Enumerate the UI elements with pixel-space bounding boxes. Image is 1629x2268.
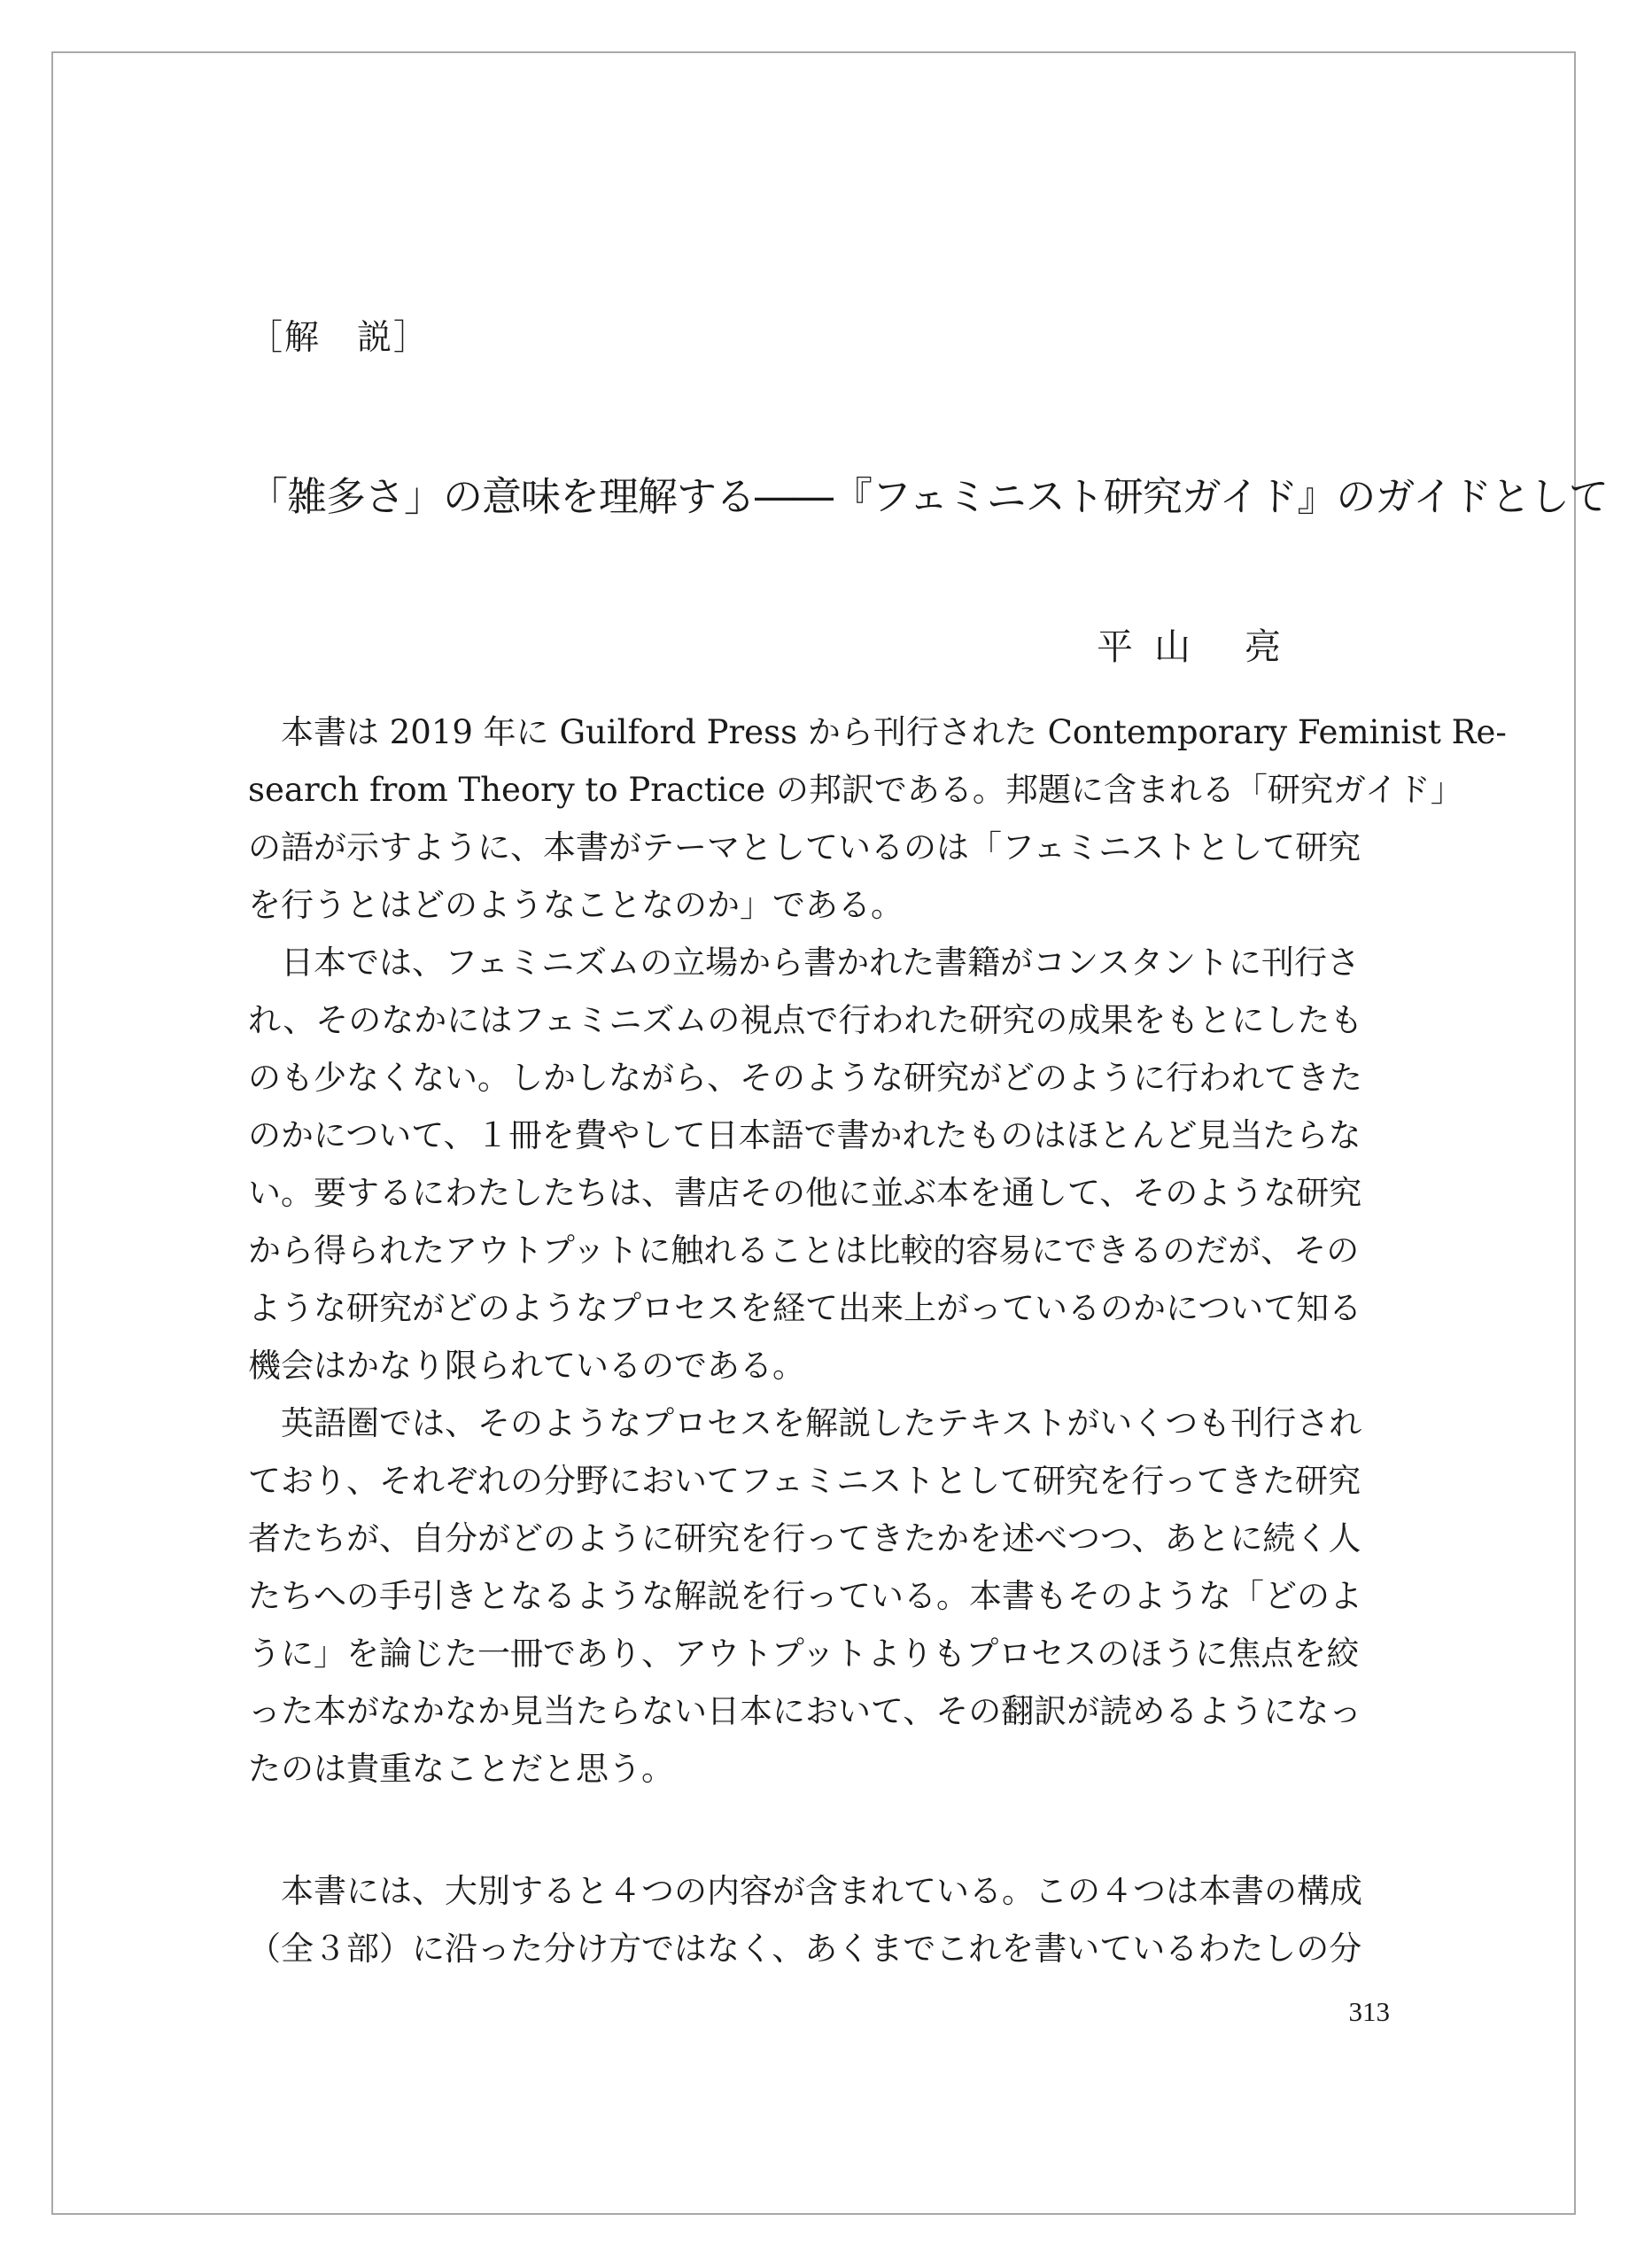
- body-line: 者たちが、自分がどのように研究を行ってきたかを述べつつ、あとに続く人: [248, 1519, 1361, 1557]
- body-line: 英語圏では、そのようなプロセスを解説したテキストがいくつも刊行され: [248, 1404, 1362, 1442]
- body-line: のも少なくない。しかしながら、そのような研究がどのように行われてきた: [248, 1059, 1362, 1097]
- paragraph-gap: [248, 1798, 1391, 1862]
- body-line: たちへの手引きとなるような解説を行っている。本書もそのような「どのよ: [248, 1577, 1362, 1615]
- body-line: 機会はかなり限られているのである。: [248, 1347, 805, 1385]
- section-label: ［解 説］: [248, 318, 431, 358]
- body-line: ような研究がどのようなプロセスを経て出来上がっているのかについて知る: [248, 1289, 1362, 1327]
- page-content: [248, 310, 1609, 1977]
- body-line: から得られたアウトプットに触れることは比較的容易にできるのだが、その: [248, 1231, 1360, 1270]
- body-line: うに」を論じた一冊であり、アウトプットよりもプロセスのほうに焦点を絞: [248, 1635, 1360, 1673]
- body-line: たのは貴重なことだと思う。: [248, 1750, 674, 1788]
- body-line: った本がなかなか見当たらない日本において、その翻訳が読めるようになっ: [248, 1692, 1362, 1730]
- body-line: を行うとはどのようなことなのか」である。: [248, 886, 904, 924]
- body-line: のかについて、１冊を費やして日本語で書かれたものはほとんど見当たらな: [248, 1116, 1361, 1154]
- body-line: い。要するにわたしたちは、書店その他に並ぶ本を通して、そのような研究: [248, 1174, 1362, 1212]
- body-text: [248, 703, 1507, 1977]
- body-line: （全３部）に沿った分け方ではなく、あくまでこれを書いているわたしの分: [248, 1930, 1362, 1968]
- body-line: ており、それぞれの分野においてフェミニストとして研究を行ってきた研究: [248, 1462, 1361, 1500]
- body-line: の語が示すように、本書がテーマとしているのは「フェミニストとして研究: [248, 828, 1361, 866]
- body-line: 日本では、フェミニズムの立場から書かれた書籍がコンスタントに刊行さ: [248, 944, 1361, 982]
- page-number: 313: [1348, 1996, 1390, 2027]
- article-title: 「雑多さ」の意味を理解する――『フェミニスト研究ガイド』のガイドとして: [248, 473, 1609, 520]
- author-name: 平山 亮: [1096, 625, 1302, 668]
- body-line: れ、そのなかにはフェミニズムの視点で行われた研究の成果をもとにしたも: [248, 1001, 1363, 1039]
- body-line: 本書は 2019 年に Guilford Press から刊行された Contemporary Feminist Re-: [248, 713, 1507, 751]
- body-line: 本書には、大別すると４つの内容が含まれている。この４つは本書の構成: [248, 1872, 1362, 1910]
- body-line: search from Theory to Practice の邦訳である。邦題に含まれる「研究ガイド」: [248, 771, 1463, 809]
